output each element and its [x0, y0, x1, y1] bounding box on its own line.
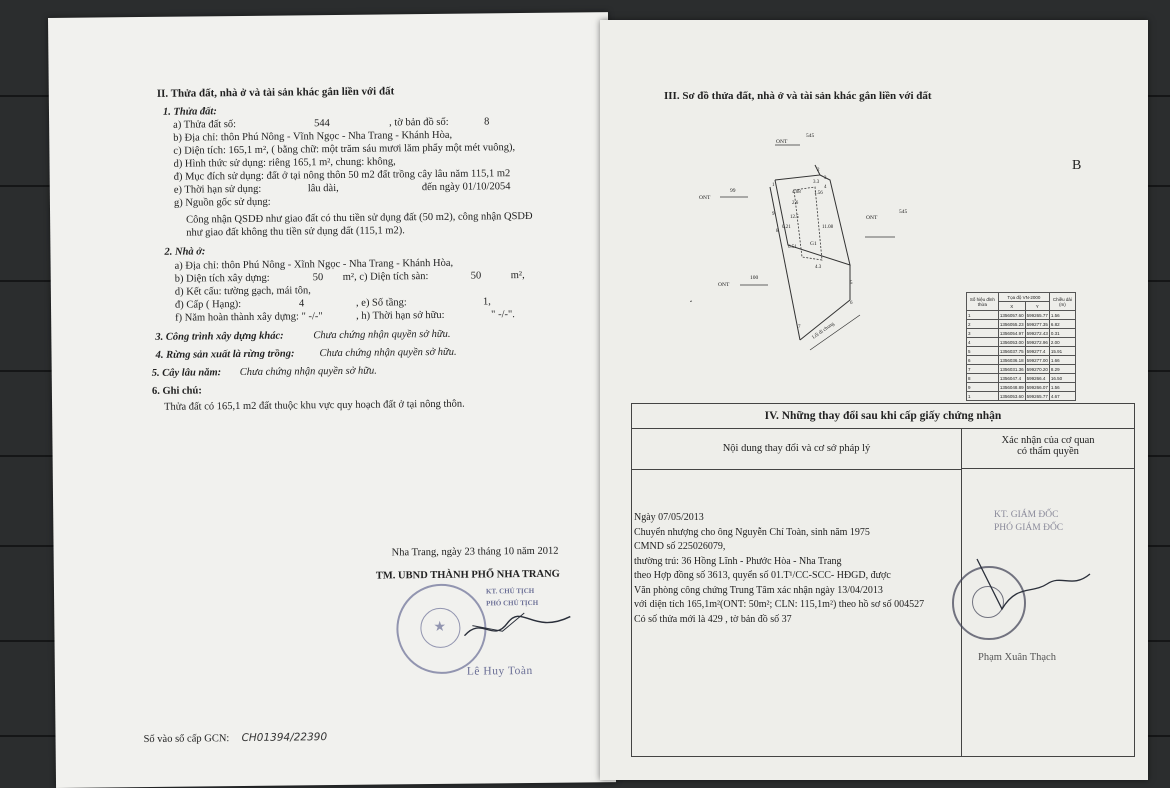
coord-table-row: [967, 365, 1076, 374]
coord-table-cell: 599272.96: [1026, 339, 1048, 345]
coord-table-cell: 5: [967, 347, 999, 356]
signing-role: PHÓ CHỦ TỊCH: [486, 598, 539, 608]
land-term-long: lâu dài,: [307, 182, 339, 195]
round-seal-stamp: ★: [396, 583, 487, 674]
coord-table-cell: 599277.4: [1025, 347, 1049, 356]
section-ii-title: II. Thửa đất, nhà ở và tài sản khác gắn liền với đất: [156, 85, 395, 100]
floor-area-unit: m²,: [510, 270, 525, 282]
changes-signer-name: Phạm Xuân Thạch: [978, 652, 1056, 663]
house-own-term-label: , h) Thời hạn sở hữu:: [356, 309, 445, 322]
coord-table-cell: 1356031.36: [999, 366, 1024, 372]
house-structure: d) Kết cấu: tường gạch, mái tôn,: [174, 285, 311, 298]
diagram-vertex-label: 6: [850, 301, 853, 306]
other-works-heading: 3. Công trình xây dựng khác:: [155, 330, 284, 343]
map-sheet-number: 8: [484, 116, 490, 128]
diagram-vertex-label: 3: [824, 176, 827, 181]
diagram-edge-label: 3.3: [813, 180, 820, 185]
forest-heading: 4. Rừng sản xuất là rừng trồng:: [155, 348, 295, 361]
coord-table-cell: 1356057.60: [999, 312, 1024, 318]
diagram-label: ONT: [718, 282, 730, 288]
coord-table-cell: 1: [967, 392, 999, 401]
coord-table-cell: 4: [967, 338, 999, 347]
parcel-number: 544: [314, 118, 330, 130]
house-grade-value: 4: [298, 298, 305, 310]
house-floors-value: 1,: [482, 296, 491, 308]
change-line: Chuyển nhượng cho ông Nguyễn Chí Toàn, sinh năm 1975: [634, 526, 870, 538]
coord-table-cell: 3: [967, 329, 999, 338]
change-line: Có số thửa mới là 429 , tờ bản đồ số 37: [634, 613, 792, 625]
coord-table-row: [967, 392, 1076, 401]
house-address: a) Địa chỉ: thôn Phú Nông - Xĩnh Ngọc - Nha Trang - Khánh Hòa,: [174, 257, 454, 272]
coord-table-cell: 1356048.89: [999, 384, 1024, 390]
coord-table-cell: 6: [967, 356, 999, 365]
coord-table-cell: 599266.4: [1025, 374, 1049, 383]
changes-title: IV. Những thay đổi sau khi cấp giấy chứng nhận: [632, 404, 1134, 429]
land-origin-line1: Công nhận QSDĐ như giao đất có thu tiền sử dụng đất (50 m2), công nhận QSDĐ: [186, 210, 533, 226]
coord-header-y: Y: [1025, 302, 1049, 311]
signature-right: [972, 554, 1092, 614]
forest-value: Chưa chứng nhận quyền sở hữu.: [319, 346, 457, 360]
house-heading: 2. Nhà ở:: [164, 246, 206, 258]
perennial-heading: 5. Cây lâu năm:: [151, 367, 222, 379]
parcel-label: a) Thửa đất số:: [173, 119, 237, 131]
land-area: c) Diện tích: 165,1 m², ( bằng chữ: một trăm sáu mươi lăm phẩy một mét vuông),: [173, 142, 516, 157]
floor-area-label: m², c) Diện tích sàn:: [342, 271, 429, 283]
diagram-vertex-label: 9: [772, 212, 775, 217]
coord-table-cell: 1.56: [1049, 383, 1075, 392]
diagram-edge-label: 4.3: [815, 265, 822, 270]
coord-table-cell: 1356053.60: [999, 393, 1024, 399]
change-line: với diện tích 165,1m²(ONT: 50m²; CLN: 115,1m²) theo hồ sơ số 004527: [634, 599, 925, 610]
diagram-label: 545: [899, 209, 908, 215]
coord-header-x: X: [998, 302, 1025, 311]
notes-heading: 6. Ghi chú:: [151, 385, 202, 397]
coord-table-cell: 599265.77: [1026, 393, 1048, 399]
coord-table-cell: 1: [967, 311, 999, 320]
change-line: theo Hợp đồng số 3613, quyển số 01.T¹/CC-SCC- HĐGD, được: [634, 570, 891, 581]
diagram-vertex-label: 1: [772, 183, 775, 188]
house-own-term-value: " -/-".: [491, 309, 515, 321]
coord-table-row: [967, 338, 1076, 347]
coord-table-body: [967, 311, 1076, 401]
coord-header-length: Chiều dài (m): [1049, 293, 1075, 311]
land-origin-line2: như giao đất không thu tiền sử dụng đất (115,1 m2).: [186, 225, 405, 239]
coord-table-cell: 7: [967, 365, 999, 374]
signing-kt: KT. CHỦ TỊCH: [485, 586, 535, 596]
land-term-label: e) Thời hạn sử dụng:: [173, 183, 262, 196]
diagram-vertex-label: 4: [824, 185, 827, 190]
diagram-edge-label: 11.08: [822, 225, 834, 230]
diagram-vertex-label: 8: [776, 229, 779, 234]
coord-table-cell: 599277.35: [1026, 321, 1048, 327]
coord-table-cell: 0.31: [1049, 329, 1075, 338]
north-arrow-label: B: [1072, 158, 1082, 173]
diagram-edge-label: 1.56: [814, 191, 823, 196]
coord-table-row: [967, 374, 1076, 383]
coord-table-cell: 1356055.23: [999, 321, 1024, 327]
diagram-label: 99: [730, 188, 736, 194]
diagram-vertex-label: 2: [817, 168, 820, 173]
diagram-edge-label: 4.08: [792, 190, 801, 195]
coordinate-table: [966, 292, 1076, 401]
certificate-left-page: [48, 12, 616, 788]
coord-table-cell: 1356054.97: [999, 330, 1024, 336]
other-works-value: Chưa chứng nhận quyền sở hữu.: [313, 328, 451, 342]
signing-authority: TM. UBND THÀNH PHỐ NHA TRANG: [375, 568, 560, 582]
changes-role: PHÓ GIÁM ĐỐC: [994, 523, 1064, 533]
diagram-vertex-label: 5: [850, 281, 853, 286]
coord-table-cell: 6.82: [1049, 320, 1075, 329]
coord-header-vertex: Số hiệu đỉnh thửa: [967, 293, 999, 311]
coord-table-cell: 1356047.4: [998, 374, 1025, 383]
land-purpose: đ) Mục đích sử dụng: đất ở tại nông thôn 50 m2 đất trồng cây lâu năm 115,1 m2: [173, 168, 511, 183]
map-sheet-label: , tờ bản đồ số:: [389, 116, 449, 129]
diagram-label: 100: [750, 275, 759, 281]
house-grade-label: đ) Cấp ( Hạng):: [174, 298, 242, 311]
diagram-edge-label: 6.51: [788, 245, 797, 250]
diagram-label: ONT: [866, 215, 878, 221]
signer-left-name: Lê Huy Toàn: [466, 664, 533, 678]
coord-table-cell: 599277.00: [1026, 357, 1048, 363]
certificate-right-page: [600, 20, 1148, 780]
build-area-label: b) Diện tích xây dựng:: [174, 272, 270, 285]
coord-table-cell: 1356053.00: [999, 339, 1024, 345]
coord-table-cell: 1.56: [1049, 311, 1075, 320]
house-year-label: f) Năm hoàn thành xây dựng: " -/-": [175, 311, 323, 324]
changes-col-content: Nội dung thay đổi và cơ sở pháp lý: [632, 429, 961, 470]
parcel-diagram: [690, 125, 990, 355]
land-origin-label: g) Nguồn gốc sử dụng:: [173, 196, 271, 209]
change-line: Ngày 07/05/2013: [634, 512, 704, 523]
section-iii-title: III. Sơ đồ thửa đất, nhà ở và tài sản khác gắn liền với đất: [664, 90, 932, 102]
diagram-vertex-label: 7: [798, 325, 801, 330]
coord-table-cell: 1356036.18: [999, 357, 1024, 363]
coord-table-cell: 2.00: [1049, 338, 1075, 347]
diagram-label: ONT: [699, 195, 711, 201]
changes-kt: KT. GIÁM ĐỐC: [994, 510, 1059, 520]
changes-col-authority-line2: có thẩm quyền: [1017, 446, 1079, 457]
changes-col-authority: [962, 429, 1134, 469]
land-term-until: đến ngày 01/10/2054: [421, 181, 511, 194]
diagram-label: 545: [806, 133, 815, 139]
coord-table-cell: 16.50: [1049, 374, 1075, 383]
coord-table-cell: 9: [967, 383, 999, 392]
coord-table-cell: 15.91: [1049, 347, 1075, 356]
coord-table-cell: 2: [967, 320, 999, 329]
coord-table-row: [967, 347, 1076, 356]
changes-table: [631, 403, 1135, 757]
coord-header-coords: Tọa độ VN-2000: [998, 293, 1049, 302]
diagram-label: G1: [810, 241, 817, 247]
notes-value: Thửa đất có 165,1 m2 đất thuộc khu vực quy hoạch đất ở tại nông thôn.: [164, 398, 465, 413]
coord-table-cell: 599270.20: [1026, 366, 1048, 372]
coord-table-cell: 1.66: [1049, 356, 1075, 365]
coord-table-row: [967, 320, 1076, 329]
build-area-value: 50: [312, 272, 324, 284]
diagram-label: Lối đi chung: [811, 321, 836, 341]
coord-table-header: [967, 293, 1076, 302]
diagram-edge-label: 0.21: [782, 225, 791, 230]
change-line: Văn phòng công chứng Trung Tâm xác nhận ngày 13/04/2013: [634, 584, 883, 596]
coord-table-cell: 8: [967, 374, 999, 383]
land-heading: 1. Thửa đất:: [162, 106, 217, 118]
perennial-value: Chưa chứng nhận quyền sở hữu.: [239, 365, 377, 379]
changes-col-authority-line1: Xác nhận của cơ quan: [1001, 435, 1095, 446]
diagram-label: ONT: [776, 139, 788, 145]
land-address: b) Địa chỉ: thôn Phú Nông - Vĩnh Ngọc - Nha Trang - Khánh Hòa,: [173, 129, 453, 144]
signature-left: [462, 605, 572, 646]
coord-table-cell: 1356037.75: [999, 348, 1024, 354]
diagram-edge-label: 2.6: [792, 201, 799, 206]
register-label: Số vào sổ cấp GCN:: [143, 733, 230, 746]
coord-table-cell: 599272.43: [1026, 330, 1048, 336]
coord-table-row: [967, 356, 1076, 365]
diagram-edge-label: 12.5: [790, 215, 799, 220]
change-line: CMND số 225026079,: [634, 541, 726, 552]
land-ownership: d) Hình thức sử dụng: riêng 165,1 m², chung: không,: [173, 156, 396, 170]
coord-table-cell: 599266.07: [1026, 384, 1048, 390]
changes-content: [634, 511, 924, 627]
change-line: thường trú: 36 Hồng Lĩnh - Phước Hòa - Nha Trang: [634, 555, 842, 567]
signing-place-date: Nha Trang, ngày 23 tháng 10 năm 2012: [391, 545, 559, 559]
coord-table-row: [967, 383, 1076, 392]
house-floors-label: , e) Số tầng:: [355, 297, 407, 309]
register-number: CH01394/22390: [241, 731, 328, 745]
coord-table-cell: 8.29: [1049, 365, 1075, 374]
coord-table-cell: 4.67: [1049, 392, 1075, 401]
coord-table-row: [967, 329, 1076, 338]
floor-area-value: 50: [470, 270, 482, 282]
coord-table-row: [967, 311, 1076, 320]
coord-table-cell: 599265.77: [1026, 312, 1048, 318]
